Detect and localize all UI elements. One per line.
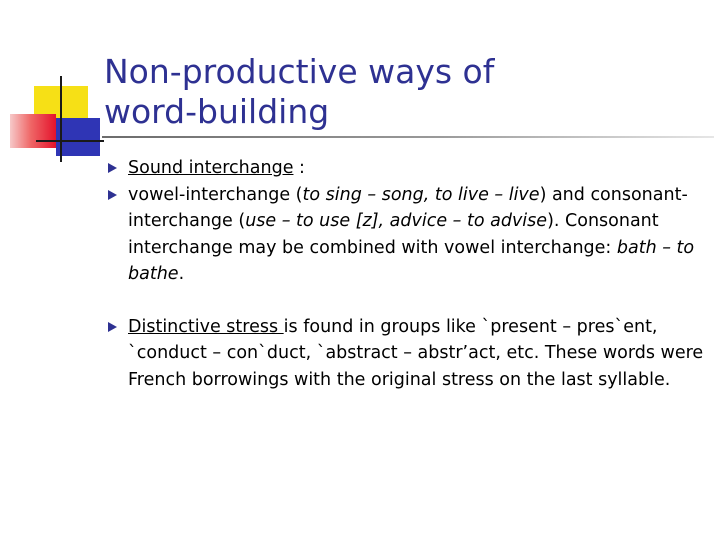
bullet-text: ). Consonant interchange may be combined with vowel interchange: xyxy=(128,211,659,258)
term-distinctive-stress: Distinctive stress xyxy=(128,316,284,337)
logo-horizontal-line xyxy=(36,140,104,142)
square-bullet-icon xyxy=(108,163,117,173)
logo-vertical-line xyxy=(60,76,62,162)
title-underline-rule xyxy=(102,136,714,138)
example-text: use – to use [z], advice – to advise xyxy=(245,211,548,231)
bullet-vowel-interchange xyxy=(104,182,704,288)
bullet-text: ) and consonant-interchange ( xyxy=(128,184,688,231)
bullet-text: . xyxy=(178,264,185,284)
logo-red-square xyxy=(10,114,56,148)
square-bullet-icon xyxy=(108,190,117,200)
term-sound-interchange: Sound interchange xyxy=(128,158,294,178)
bullet-text: : xyxy=(293,158,305,178)
square-bullet-icon xyxy=(108,322,117,332)
bullet-sound-interchange xyxy=(104,155,704,182)
logo-blue-square xyxy=(56,118,100,156)
bullet-text: vowel-interchange ( xyxy=(128,184,303,205)
example-text: to sing – song, to live – live xyxy=(302,184,540,205)
example-text: bath – to bathe xyxy=(128,237,695,284)
slide-title: Non-productive ways of word-building xyxy=(104,52,495,131)
bullet-distinctive-stress xyxy=(104,314,704,394)
bullet-list xyxy=(104,155,704,393)
bullet-spacer xyxy=(104,288,704,314)
bullet-text: is found in groups like `present – pres`ent, `conduct – con`duct, `abstract – abstr’act, etc. These words were French borrowings with the original stress on the last syllable. xyxy=(128,316,704,390)
